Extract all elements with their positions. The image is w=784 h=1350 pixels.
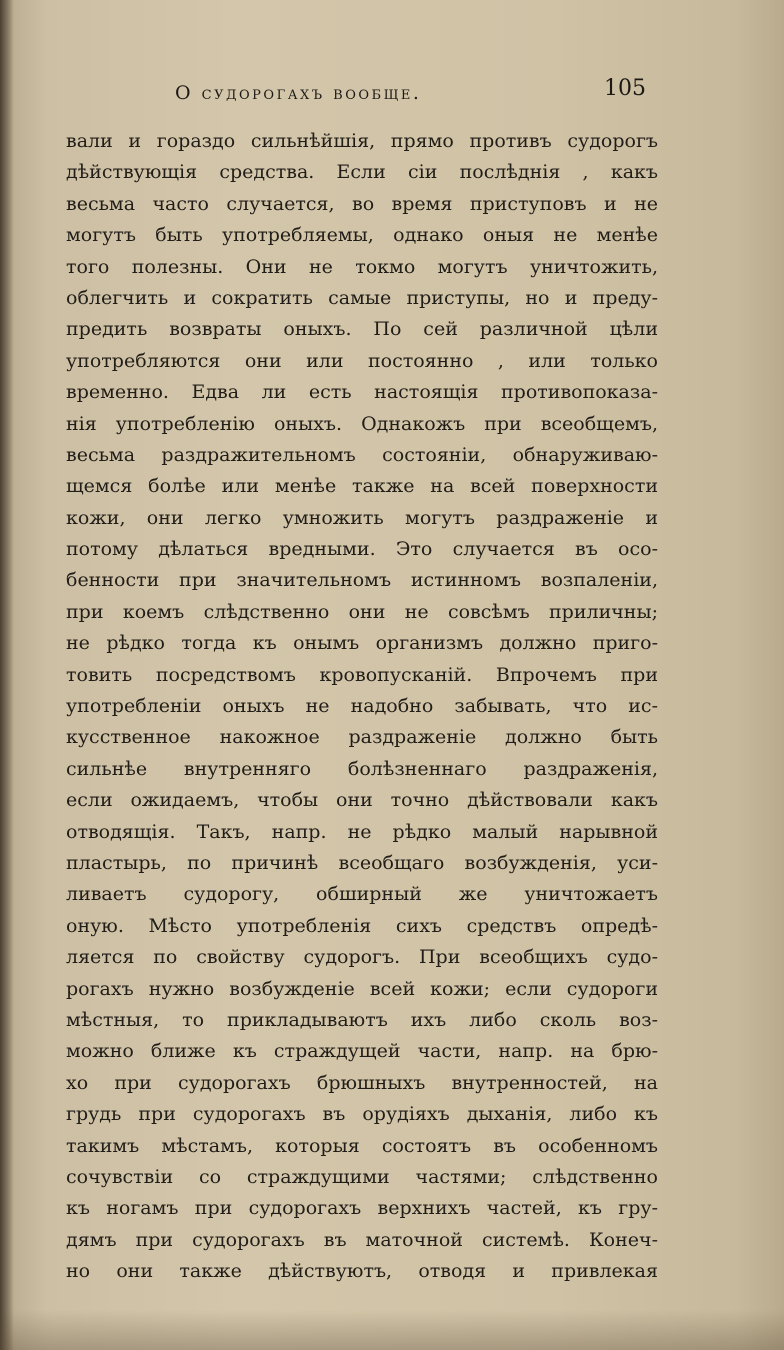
text-line: предить возвраты оныхъ. По сей различной цѣли (66, 318, 658, 341)
page-binding-edge (0, 0, 14, 1350)
text-line: весьма раздражительномъ состояніи, обнаруживаю- (66, 443, 658, 466)
text-line: нія употребленію оныхъ. Однакожъ при всеобщемъ, (66, 412, 658, 435)
text-line: но они также дѣйствуютъ, отводя и привлекая (66, 1260, 658, 1283)
text-line: сильнѣе внутренняго болѣзненнаго раздраженія, (66, 757, 658, 780)
page-bottom-shadow (0, 1310, 784, 1350)
text-line: такимъ мѣстамъ, которыя состоятъ въ особенномъ (66, 1134, 658, 1157)
text-line: можно ближе къ страждущей части, напр. на брю- (66, 1040, 658, 1063)
text-line: рогахъ нужно возбужденіе всей кожи; если судороги (66, 977, 658, 1000)
text-line: кусственное накожное раздраженіе должно быть (66, 726, 658, 749)
text-line: весьма часто случается, во время приступовъ и не (66, 192, 658, 215)
text-line: оную. Мѣсто употребленія сихъ средствъ опредѣ- (66, 914, 658, 937)
text-line: грудь при судорогахъ въ орудіяхъ дыханія, либо къ (66, 1103, 658, 1126)
text-line: отводящія. Такъ, напр. не рѣдко малый нарывной (66, 820, 658, 843)
text-line: не рѣдко тогда къ онымъ организмъ должно приго- (66, 632, 658, 655)
text-line: могутъ быть употребляемы, однако оныя не менѣе (66, 224, 658, 247)
text-line: сочувствіи со страждущими частями; слѣдственно (66, 1165, 658, 1188)
text-line: дѣйствующія средства. Если сіи послѣднія , какъ (66, 161, 658, 184)
text-line: мѣстныя, то прикладываютъ ихъ либо сколь воз- (66, 1008, 658, 1031)
text-line: пластырь, по причинѣ всеобщаго возбужденія, уси- (66, 851, 658, 874)
text-line: бенности при значительномъ истинномъ возпаленіи, (66, 569, 658, 592)
text-line: хо при судорогахъ брюшныхъ внутренностей, на (66, 1071, 658, 1094)
body-text (66, 126, 658, 1287)
text-line: ливаетъ судорогу, обширный же уничтожаетъ (66, 883, 658, 906)
text-line: къ ногамъ при судорогахъ верхнихъ частей, къ гру- (66, 1197, 658, 1220)
text-line: если ожидаемъ, чтобы они точно дѣйствовали какъ (66, 789, 658, 812)
page-number: 105 (604, 76, 646, 101)
text-line: ляется по свойству судорогъ. При всеобщихъ судо- (66, 946, 658, 969)
text-line: потому дѣлаться вредными. Это случается въ осо- (66, 538, 658, 561)
running-head-title: О судорогахъ вообще. (175, 82, 422, 104)
text-line: при коемъ слѣдственно они не совсѣмъ приличны; (66, 600, 658, 623)
text-line: употребленіи оныхъ не надобно забывать, что ис- (66, 695, 658, 718)
text-line: вали и гораздо сильнѣйшія, прямо противъ судорогъ (66, 130, 658, 152)
text-line: употребляются они или постоянно , или только (66, 349, 658, 372)
text-line: дямъ при судорогахъ въ маточной системѣ. Конеч- (66, 1228, 658, 1251)
text-line: облегчить и сократить самые приступы, но и преду- (66, 286, 658, 309)
text-line: товить посредствомъ кровопусканій. Впрочемъ при (66, 663, 658, 686)
text-line: кожи, они легко умножить могутъ раздраженіе и (66, 506, 658, 529)
text-line: временно. Едва ли есть настоящія противопоказа- (66, 381, 658, 404)
text-line: того полезны. Они не токмо могутъ уничтожить, (66, 255, 658, 278)
text-line: щемся болѣе или менѣе также на всей поверхности (66, 475, 658, 498)
